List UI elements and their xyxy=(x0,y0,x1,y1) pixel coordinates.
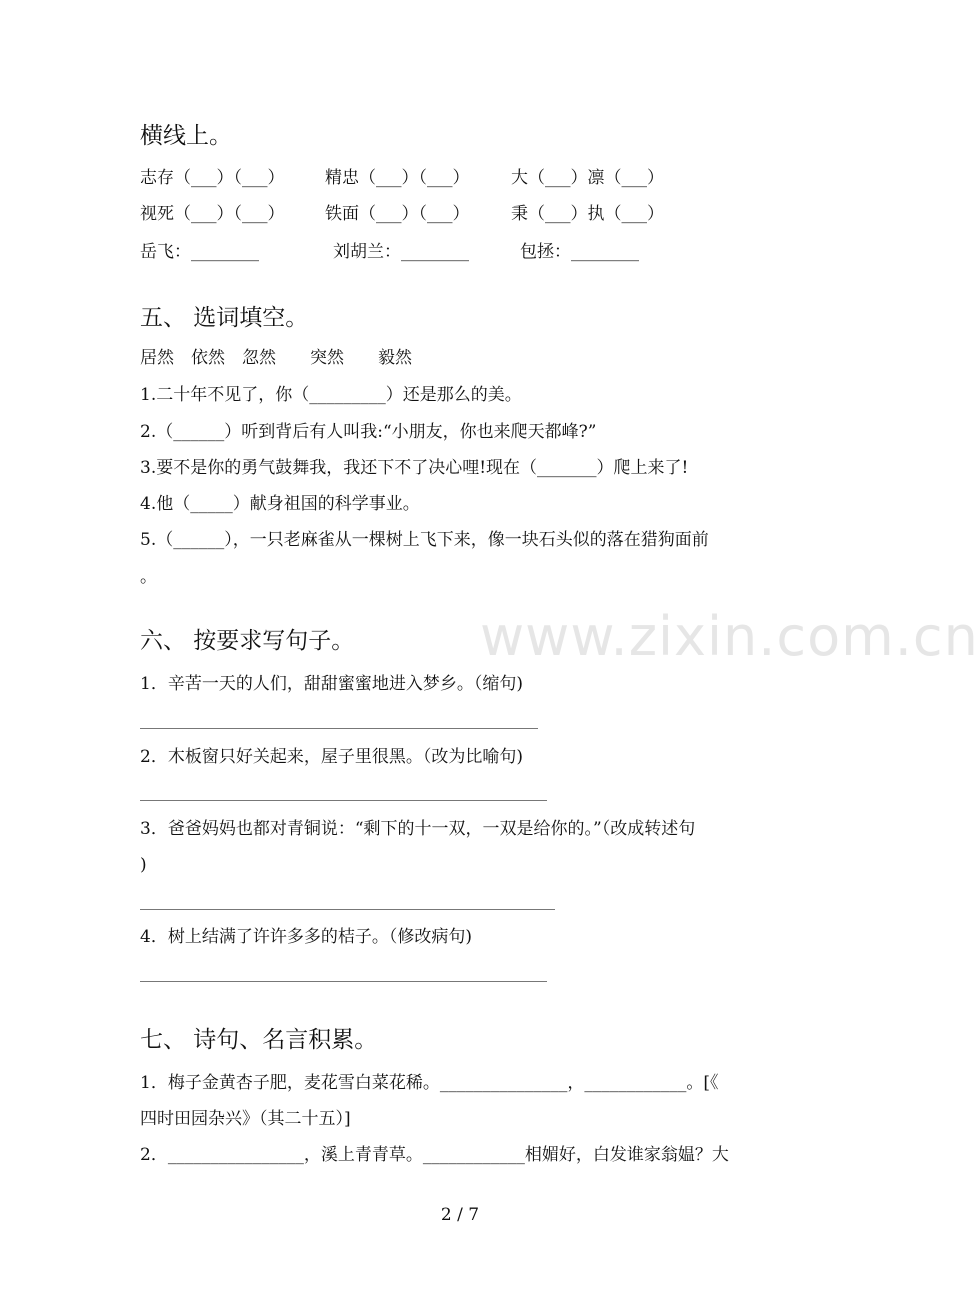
word-bank: 居然 依然 忽然 突然 毅然 xyxy=(140,348,412,368)
fill-blank-item: 志存（___）（___） xyxy=(140,168,285,188)
page-number: 2 / 7 xyxy=(440,1205,480,1225)
fill-blank-item: 刘胡兰：________ xyxy=(333,242,469,262)
answer-line[interactable] xyxy=(140,909,555,910)
question-item: 5.（______），一只老麻雀从一棵树上飞下来，像一块石头似的落在猎狗面前 xyxy=(140,530,709,550)
question-item: 2.（______）听到背后有人叫我:“小朋友，你也来爬天都峰?” xyxy=(140,422,597,442)
question-item-continuation: 。 xyxy=(140,567,157,587)
question-item: 1．辛苦一天的人们，甜甜蜜蜜地进入梦乡。（缩句) xyxy=(140,674,523,694)
question-item-continuation: ) xyxy=(140,855,147,875)
fill-blank-item: 岳飞：________ xyxy=(140,242,259,262)
question-item: 4．树上结满了许许多多的桔子。（修改病句) xyxy=(140,927,472,947)
question-item-continuation: 四时田园杂兴》（其二十五）] xyxy=(140,1109,351,1129)
answer-line[interactable] xyxy=(140,981,547,982)
fill-blank-item: 精忠（___）（___） xyxy=(325,168,470,188)
fill-blank-item: 大（___）凛（___） xyxy=(511,168,664,188)
watermark: www.zixin.com.cn xyxy=(480,605,979,668)
question-item: 1.二十年不见了，你（_________）还是那么的美。 xyxy=(140,385,522,405)
fill-blank-item: 铁面（___）（___） xyxy=(325,204,470,224)
section-heading: 六、 按要求写句子。 xyxy=(140,628,355,654)
question-item: 3.要不是你的勇气鼓舞我，我还下不了决心哩!现在（_______）爬上来了! xyxy=(140,458,689,478)
fill-blank-item: 包拯：________ xyxy=(520,242,639,262)
section-heading: 五、 选词填空。 xyxy=(140,305,309,331)
question-item: 2．________________，溪上青青草。____________相媚好，白发谁家翁媪？大 xyxy=(140,1145,729,1165)
fill-blank-item: 视死（___）（___） xyxy=(140,204,285,224)
answer-line[interactable] xyxy=(140,728,538,729)
question-item: 2．木板窗只好关起来，屋子里很黑。（改为比喻句) xyxy=(140,747,523,767)
answer-line[interactable] xyxy=(140,800,547,801)
question-item: 3．爸爸妈妈也都对青铜说：“剩下的十一双，一双是给你的。”（改成转述句 xyxy=(140,819,696,839)
fill-blank-item: 秉（___）执（___） xyxy=(511,204,664,224)
question-item: 4.他（_____）献身祖国的科学事业。 xyxy=(140,494,420,514)
question-item: 1．梅子金黄杏子肥，麦花雪白菜花稀。_______________，____________。[《 xyxy=(140,1073,719,1093)
section-heading: 七、 诗句、名言积累。 xyxy=(140,1027,378,1053)
section-heading: 横线上。 xyxy=(140,123,232,149)
